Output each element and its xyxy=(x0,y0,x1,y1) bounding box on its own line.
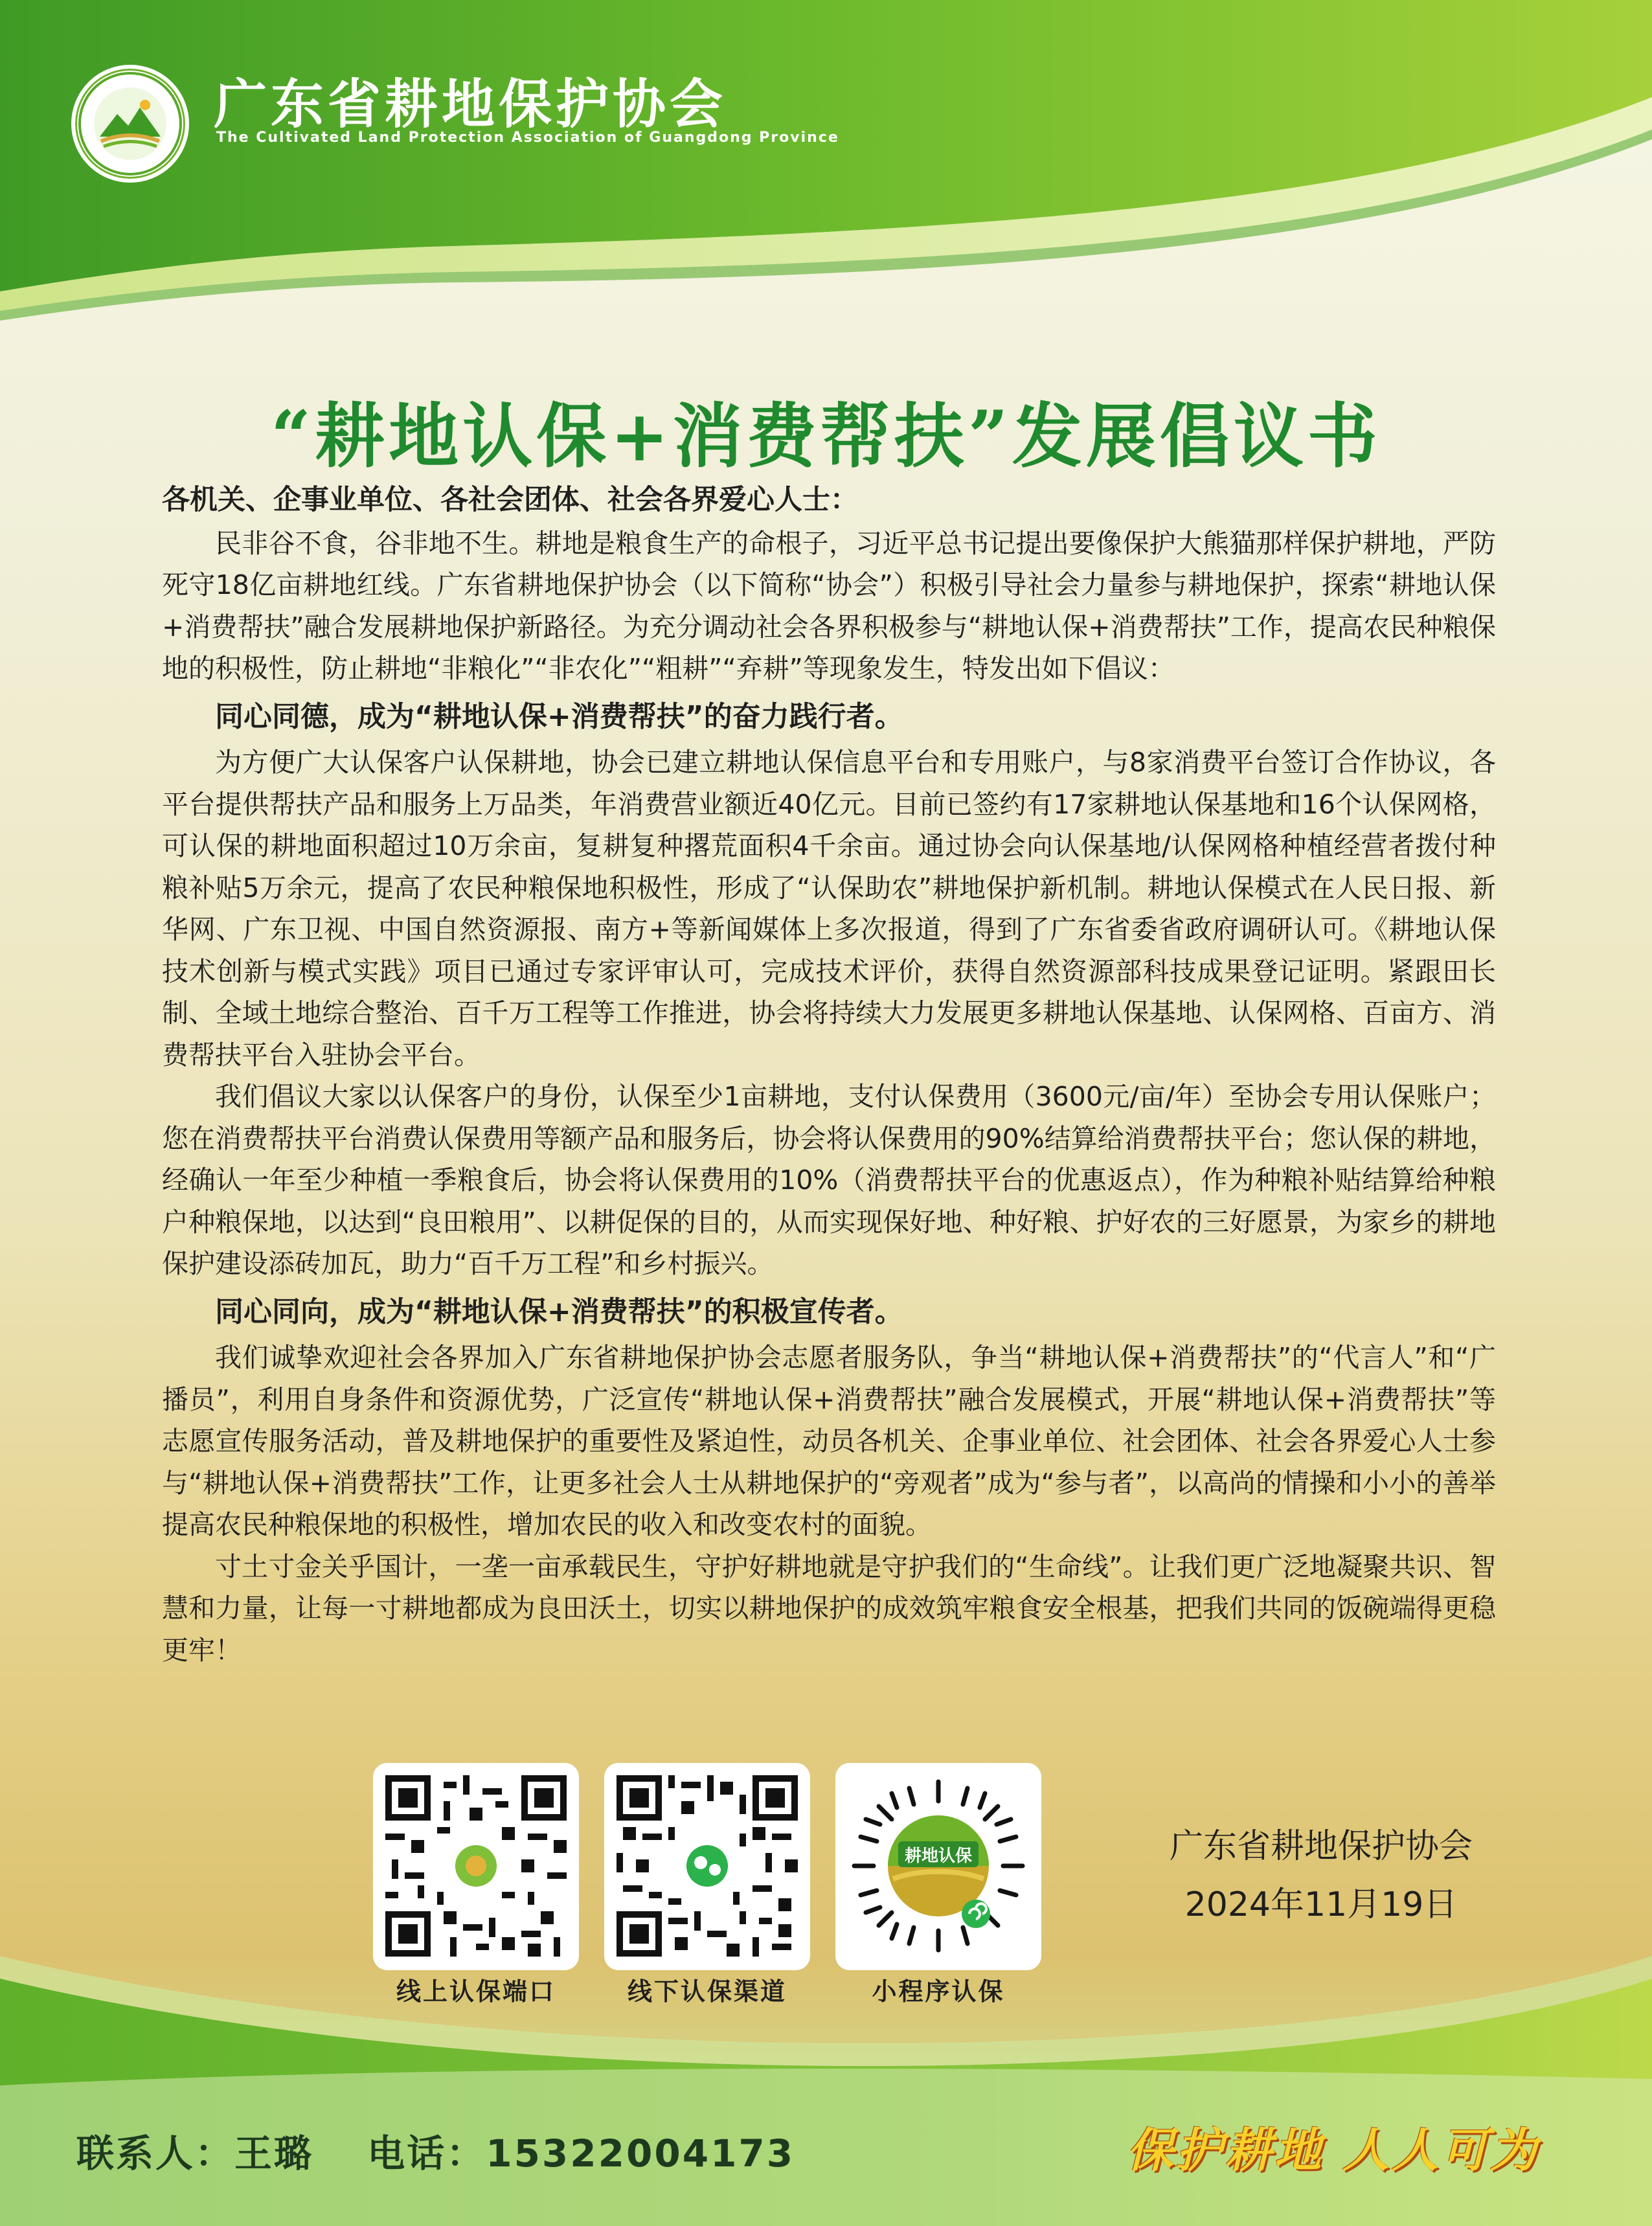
salutation: 各机关、企事业单位、各社会团体、社会各界爱心人士： xyxy=(162,484,858,516)
qr-code-online[interactable] xyxy=(373,1763,579,1970)
slogan: 保护耕地 人人可为 xyxy=(1127,2122,1540,2177)
section2-paragraph-1: 我们诚挚欢迎社会各界加入广东省耕地保护协会志愿者服务队，争当“耕地认保+消费帮扶”的“代言人”和“广播员”，利用自身条件和资源优势，广泛宣传“耕地认保+消费帮扶”融合发展模式，开展“耕地认保+消费帮扶”等志愿宣传服务活动，普及耕地保护的重要性及紧迫性，动员各机关、企事业单位、社会团体、社会各界爱心人士参与“耕地认保+消费帮扶”工作，让更多社会人士从耕地保护的“旁观者”成为“参与者”，以高尚的情操和小小的善举提高农民种粮保地的积极性，增加农民的收入和改变农村的面貌。 xyxy=(162,1342,1496,1540)
signature-org: 广东省耕地保护协会 xyxy=(1169,1827,1473,1866)
contact-line xyxy=(76,2123,833,2177)
org-name-english: The Cultivated Land Protection Association of Guangdong Province xyxy=(216,130,839,146)
qr-label-offline: 线下认保渠道 xyxy=(627,1977,787,2006)
org-name: 广东省耕地保护协会 xyxy=(214,74,727,135)
signature-block xyxy=(1140,1817,1502,1934)
closing-paragraph: 寸土寸金关乎国计，一垄一亩承载民生，守护好耕地就是守护我们的“生命线”。让我们更广泛地凝聚共识、智慧和力量，让每一寸耕地都成为良田沃土，切实以耕地保护的成效筑牢粮食安全根基，把我们共同的饭碗端得更稳更牢！ xyxy=(162,1550,1496,1666)
section2-heading: 同心同向，成为“耕地认保+消费帮扶”的积极宣传者。 xyxy=(215,1295,903,1328)
qr-code-offline[interactable] xyxy=(604,1763,810,1970)
section1-paragraph-1: 为方便广大认保客户认保耕地，协会已建立耕地认保信息平台和专用账户，与8家消费平台签订合作协议，各平台提供帮扶产品和服务上万品类，年消费营业额近40亿元。目前已签约有17家耕地认保基地和16个认保网格，可认保的耕地面积超过10万余亩，复耕复种撂荒面积4千余亩。通过协会向认保基地/认保网格种植经营者拨付种粮补贴5万余元，提高了农民种粮保地积极性，形成了“认保助农”耕地保护新机制。耕地认保模式在人民日报、新华网、广东卫视、中国自然资源报、南方+等新闻媒体上多次报道，得到了广东省委省政府调研认可。《耕地认保技术创新与模式实践》项目已通过专家评审认可，完成技术评价，获得自然资源部科技成果登记证明。紧跟田长制、全域土地综合整治、百千万工程等工作推进，协会将持续大力发展更多耕地认保基地、认保网格、百亩方、消费帮扶平台入驻协会平台。 xyxy=(162,747,1496,1071)
intro-paragraph: 民非谷不食，谷非地不生。耕地是粮食生产的命根子，习近平总书记提出要像保护大熊猫那样保护耕地，严防死守18亿亩耕地红线。广东省耕地保护协会（以下简称“协会”）积极引导社会力量参与耕地保护，探索“耕地认保+消费帮扶”融合发展耕地保护新路径。为充分调动社会各界积极参与“耕地认保+消费帮扶”工作，提高农民种粮保地的积极性，防止耕地“非粮化”“非农化”“粗耕”“弃耕”等现象发生，特发出如下倡议： xyxy=(162,527,1496,684)
document-title: “耕地认保+消费帮扶”发展倡议书 xyxy=(271,396,1381,478)
document-body xyxy=(162,479,1496,1671)
association-logo xyxy=(71,65,189,183)
section1-heading: 同心同德，成为“耕地认保+消费帮扶”的奋力践行者。 xyxy=(215,699,903,733)
section1-paragraph-2: 我们倡议大家以认保客户的身份，认保至少1亩耕地，支付认保费用（3600元/亩/年）至协会专用认保账户；您在消费帮扶平台消费认保费用等额产品和服务后，协会将认保费用的90%结算给消费帮扶平台；您认保的耕地，经确认一年至少种植一季粮食后，协会将认保费用的10%（消费帮扶平台的优惠返点），作为种粮补贴结算给种粮户种粮保地，以达到“良田粮用”、以耕促保的目的，从而实现保好地、种好粮、护好农的三好愿景，为家乡的耕地保护建设添砖加瓦，助力“百千万工程”和乡村振兴。 xyxy=(162,1081,1496,1279)
contact-phone[interactable]: 电话：15322004173 xyxy=(367,2131,795,2175)
qr-label-mini-program: 小程序认保 xyxy=(872,1977,1005,2006)
contact-person: 联系人：王璐 xyxy=(76,2131,314,2175)
mini-program-code[interactable] xyxy=(835,1763,1041,1970)
mini-program-badge-text: 耕地认保 xyxy=(904,1846,973,1866)
qr-label-online: 线上认保端口 xyxy=(396,1977,556,2006)
signature-date: 2024年11月19日 xyxy=(1184,1885,1458,1924)
header-band xyxy=(0,0,1652,337)
